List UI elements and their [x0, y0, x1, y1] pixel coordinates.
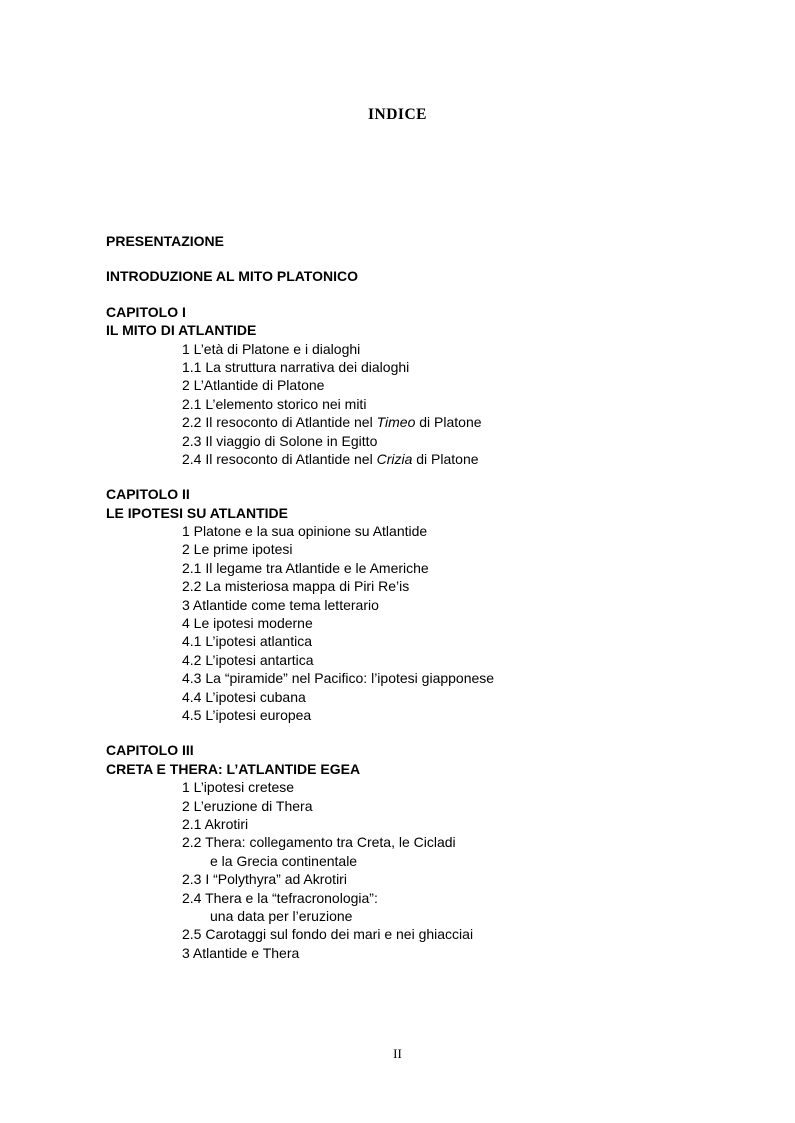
toc-entry[interactable]: 3 Atlantide come tema letterario	[182, 596, 379, 613]
toc-entry-italic: Timeo	[376, 414, 416, 431]
toc-entry-text: di Platone	[415, 414, 482, 431]
toc-entry[interactable]: 2 L’eruzione di Thera	[182, 797, 313, 814]
toc-entry[interactable]: 4.4 L’ipotesi cubana	[182, 688, 306, 705]
toc-entry[interactable]: 2.3 I “Polythyra” ad Akrotiri	[182, 871, 347, 888]
toc-entry-italic: Crizia	[376, 450, 413, 467]
toc-entry[interactable]: 2.1 Akrotiri	[182, 815, 249, 832]
toc-entry[interactable]	[106, 413, 766, 431]
chapter-3-title[interactable]: CRETA E THERA: L’ATLANTIDE EGEA	[106, 760, 361, 777]
toc-entry[interactable]: 4 Le ipotesi moderne	[182, 615, 313, 632]
toc-entry-continuation[interactable]: e la Grecia continentale	[210, 852, 358, 869]
toc-entry[interactable]: 4.3 La “piramide” nel Pacifico: l’ipotesi giapponese	[182, 670, 495, 687]
toc-entry[interactable]: 1 L’età di Platone e i dialoghi	[182, 340, 361, 357]
toc-presentazione[interactable]: PRESENTAZIONE	[106, 233, 224, 249]
chapter-2-label[interactable]: CAPITOLO II	[106, 486, 190, 503]
toc-entry-text: di Platone	[412, 450, 479, 467]
toc-entry[interactable]: 2.3 Il viaggio di Solone in Egitto	[182, 432, 378, 449]
toc-entry[interactable]: 1.1 La struttura narrativa dei dialoghi	[182, 358, 410, 375]
toc-entry[interactable]: 4.2 L’ipotesi antartica	[182, 651, 314, 668]
chapter-2-title[interactable]: LE IPOTESI SU ATLANTIDE	[106, 504, 289, 521]
toc-entry[interactable]: 2 L’Atlantide di Platone	[182, 377, 325, 394]
chapter-1-title[interactable]: IL MITO DI ATLANTIDE	[106, 322, 257, 339]
toc-entry[interactable]: 2.1 L’elemento storico nei miti	[182, 395, 367, 412]
toc-entry[interactable]: 2.4 Thera e la “tefracronologia”:	[182, 889, 378, 906]
toc-entry[interactable]: 1 L’ipotesi cretese	[182, 779, 295, 796]
chapter-1-label[interactable]: CAPITOLO I	[106, 303, 186, 320]
toc-entry-text: 2.2 Il resoconto di Atlantide nel	[182, 414, 377, 431]
toc-entry[interactable]: 4.5 L’ipotesi europea	[182, 706, 312, 723]
page-title: INDICE	[368, 106, 427, 123]
toc-entry[interactable]: 2.1 Il legame tra Atlantide e le Americhe	[182, 559, 429, 576]
toc-entry-text: 2.4 Il resoconto di Atlantide nel	[182, 450, 377, 467]
toc-entry[interactable]: 2.2 La misteriosa mappa di Piri Re’is	[182, 578, 410, 595]
toc-introduzione[interactable]: INTRODUZIONE AL MITO PLATONICO	[106, 268, 358, 285]
toc-entry[interactable]: 2 Le prime ipotesi	[182, 541, 293, 558]
toc-entry[interactable]: 4.1 L’ipotesi atlantica	[182, 633, 312, 650]
toc-entry[interactable]: 1 Platone e la sua opinione su Atlantide	[182, 523, 428, 540]
toc-entry-continuation[interactable]: una data per l’eruzione	[210, 907, 353, 924]
toc-entry[interactable]	[106, 450, 766, 468]
toc-entry[interactable]: 3 Atlantide e Thera	[182, 944, 300, 961]
toc-entry[interactable]: 2.5 Carotaggi sul fondo dei mari e nei ghiacciai	[182, 926, 474, 943]
table-of-contents	[106, 232, 766, 962]
chapter-3-label[interactable]: CAPITOLO III	[106, 742, 194, 759]
toc-entry[interactable]: 2.2 Thera: collegamento tra Creta, le Cicladi	[182, 834, 456, 851]
page-number: II	[393, 1046, 402, 1061]
